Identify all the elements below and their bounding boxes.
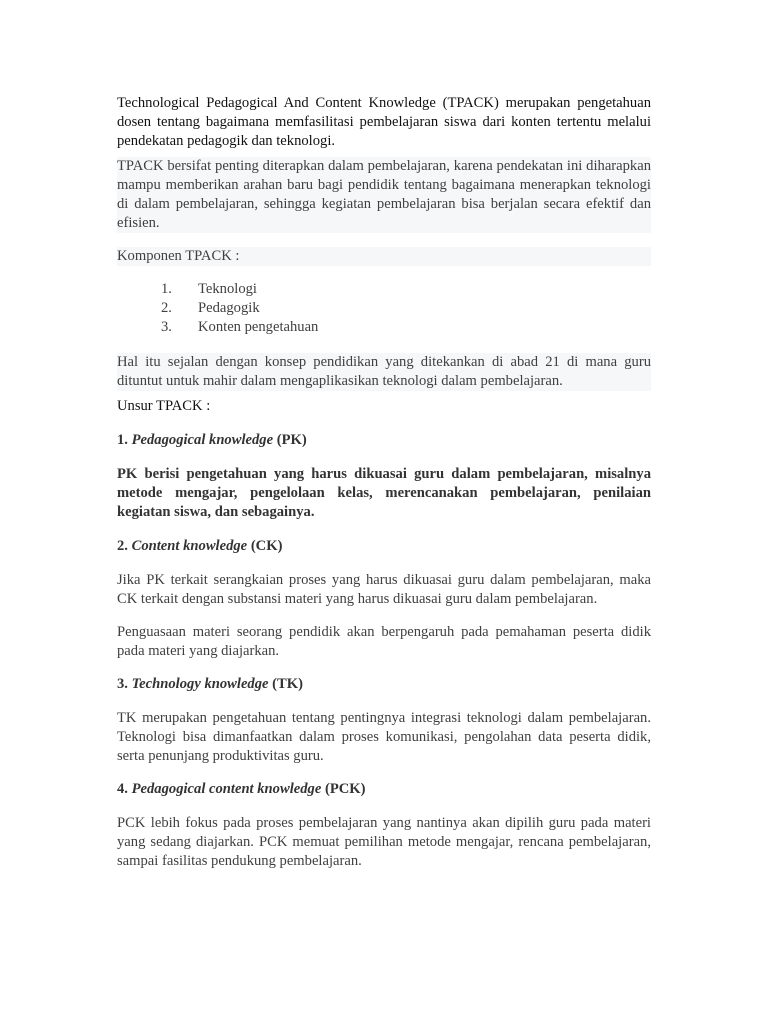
list-item-number: 2. [161,300,172,316]
components-title: Komponen TPACK : [117,247,651,266]
list-item-label: Konten pengetahuan [198,319,319,335]
abad21-paragraph: Hal itu sejalan dengan konsep pendidikan yang ditekankan di abad 21 di mana guru dituntut untuk mahir dalam mengaplikasikan teknologi dalam pembelajaran. [117,354,651,389]
pck-paragraph: PCK lebih fokus pada proses pembelajaran yang nantinya akan dipilih guru pada materi yang sedang diajarkan. PCK memuat pemilihan metode mengajar, rencana pembelajaran, sampai fasilitas pendukung pembelajaran. [117,815,651,869]
ck-paragraph-1: Jika PK terkait serangkaian proses yang harus dikuasai guru dalam pembelajaran, maka CK terkait dengan substansi materi yang harus dikuasai guru dalam pembelajaran. [117,572,651,607]
list-item-label: Teknologi [198,281,257,297]
section-number: 2. [117,538,128,554]
intro-paragraph: Technological Pedagogical And Content Knowledge (TPACK) merupakan pengetahuan dosen tentang bagaimana memfasilitasi pembelajaran siswa dari konten tertentu melalui pendekatan pedagogik dan teknologi. [117,95,651,149]
section-number: 1. [117,432,128,448]
section-heading-pck [117,780,651,799]
section-number: 3. [117,676,128,692]
section-name: Content knowledge [131,538,248,554]
list-item-label: Pedagogik [198,300,260,316]
list-item-number: 1. [161,281,172,297]
section-abbr: (PK) [276,432,307,448]
section-name: Pedagogical knowledge [131,432,274,448]
components-list [117,280,651,337]
section-abbr: (PCK) [324,781,366,797]
importance-paragraph: TPACK bersifat penting diterapkan dalam pembelajaran, karena pendekatan ini diharapkan mampu memberikan arahan baru bagi pendidik tentang bagaimana menerapkan teknologi di dalam pembelajaran, sehingga kegiatan pembelajaran bisa berjalan secara efektif dan efisien. [117,158,651,231]
section-abbr: (TK) [272,676,303,692]
list-item [117,318,651,337]
section-heading-tk [117,675,651,694]
ck-paragraph-2: Penguasaan materi seorang pendidik akan berpengaruh pada pemahaman peserta didik pada materi yang diajarkan. [117,624,651,659]
list-item-number: 3. [161,319,172,335]
pk-paragraph: PK berisi pengetahuan yang harus dikuasai guru dalam pembelajaran, misalnya metode mengajar, pengelolaan kelas, merencanakan pembelajaran, penilaian kegiatan siswa, dan sebagainya. [117,466,651,520]
section-name: Technology knowledge [131,676,269,692]
list-item [117,280,651,299]
list-item [117,299,651,318]
tk-paragraph: TK merupakan pengetahuan tentang pentingnya integrasi teknologi dalam pembelajaran. Teknologi bisa dimanfaatkan dalam proses komunikasi, pengolahan data peserta didik, serta penunjang produktivitas guru. [117,710,651,764]
section-number: 4. [117,781,128,797]
document-body [117,94,651,885]
section-heading-ck [117,537,651,556]
section-abbr: (CK) [250,538,283,554]
section-name: Pedagogical content knowledge [131,781,322,797]
unsur-title: Unsur TPACK : [117,398,211,414]
section-heading-pk [117,431,651,450]
